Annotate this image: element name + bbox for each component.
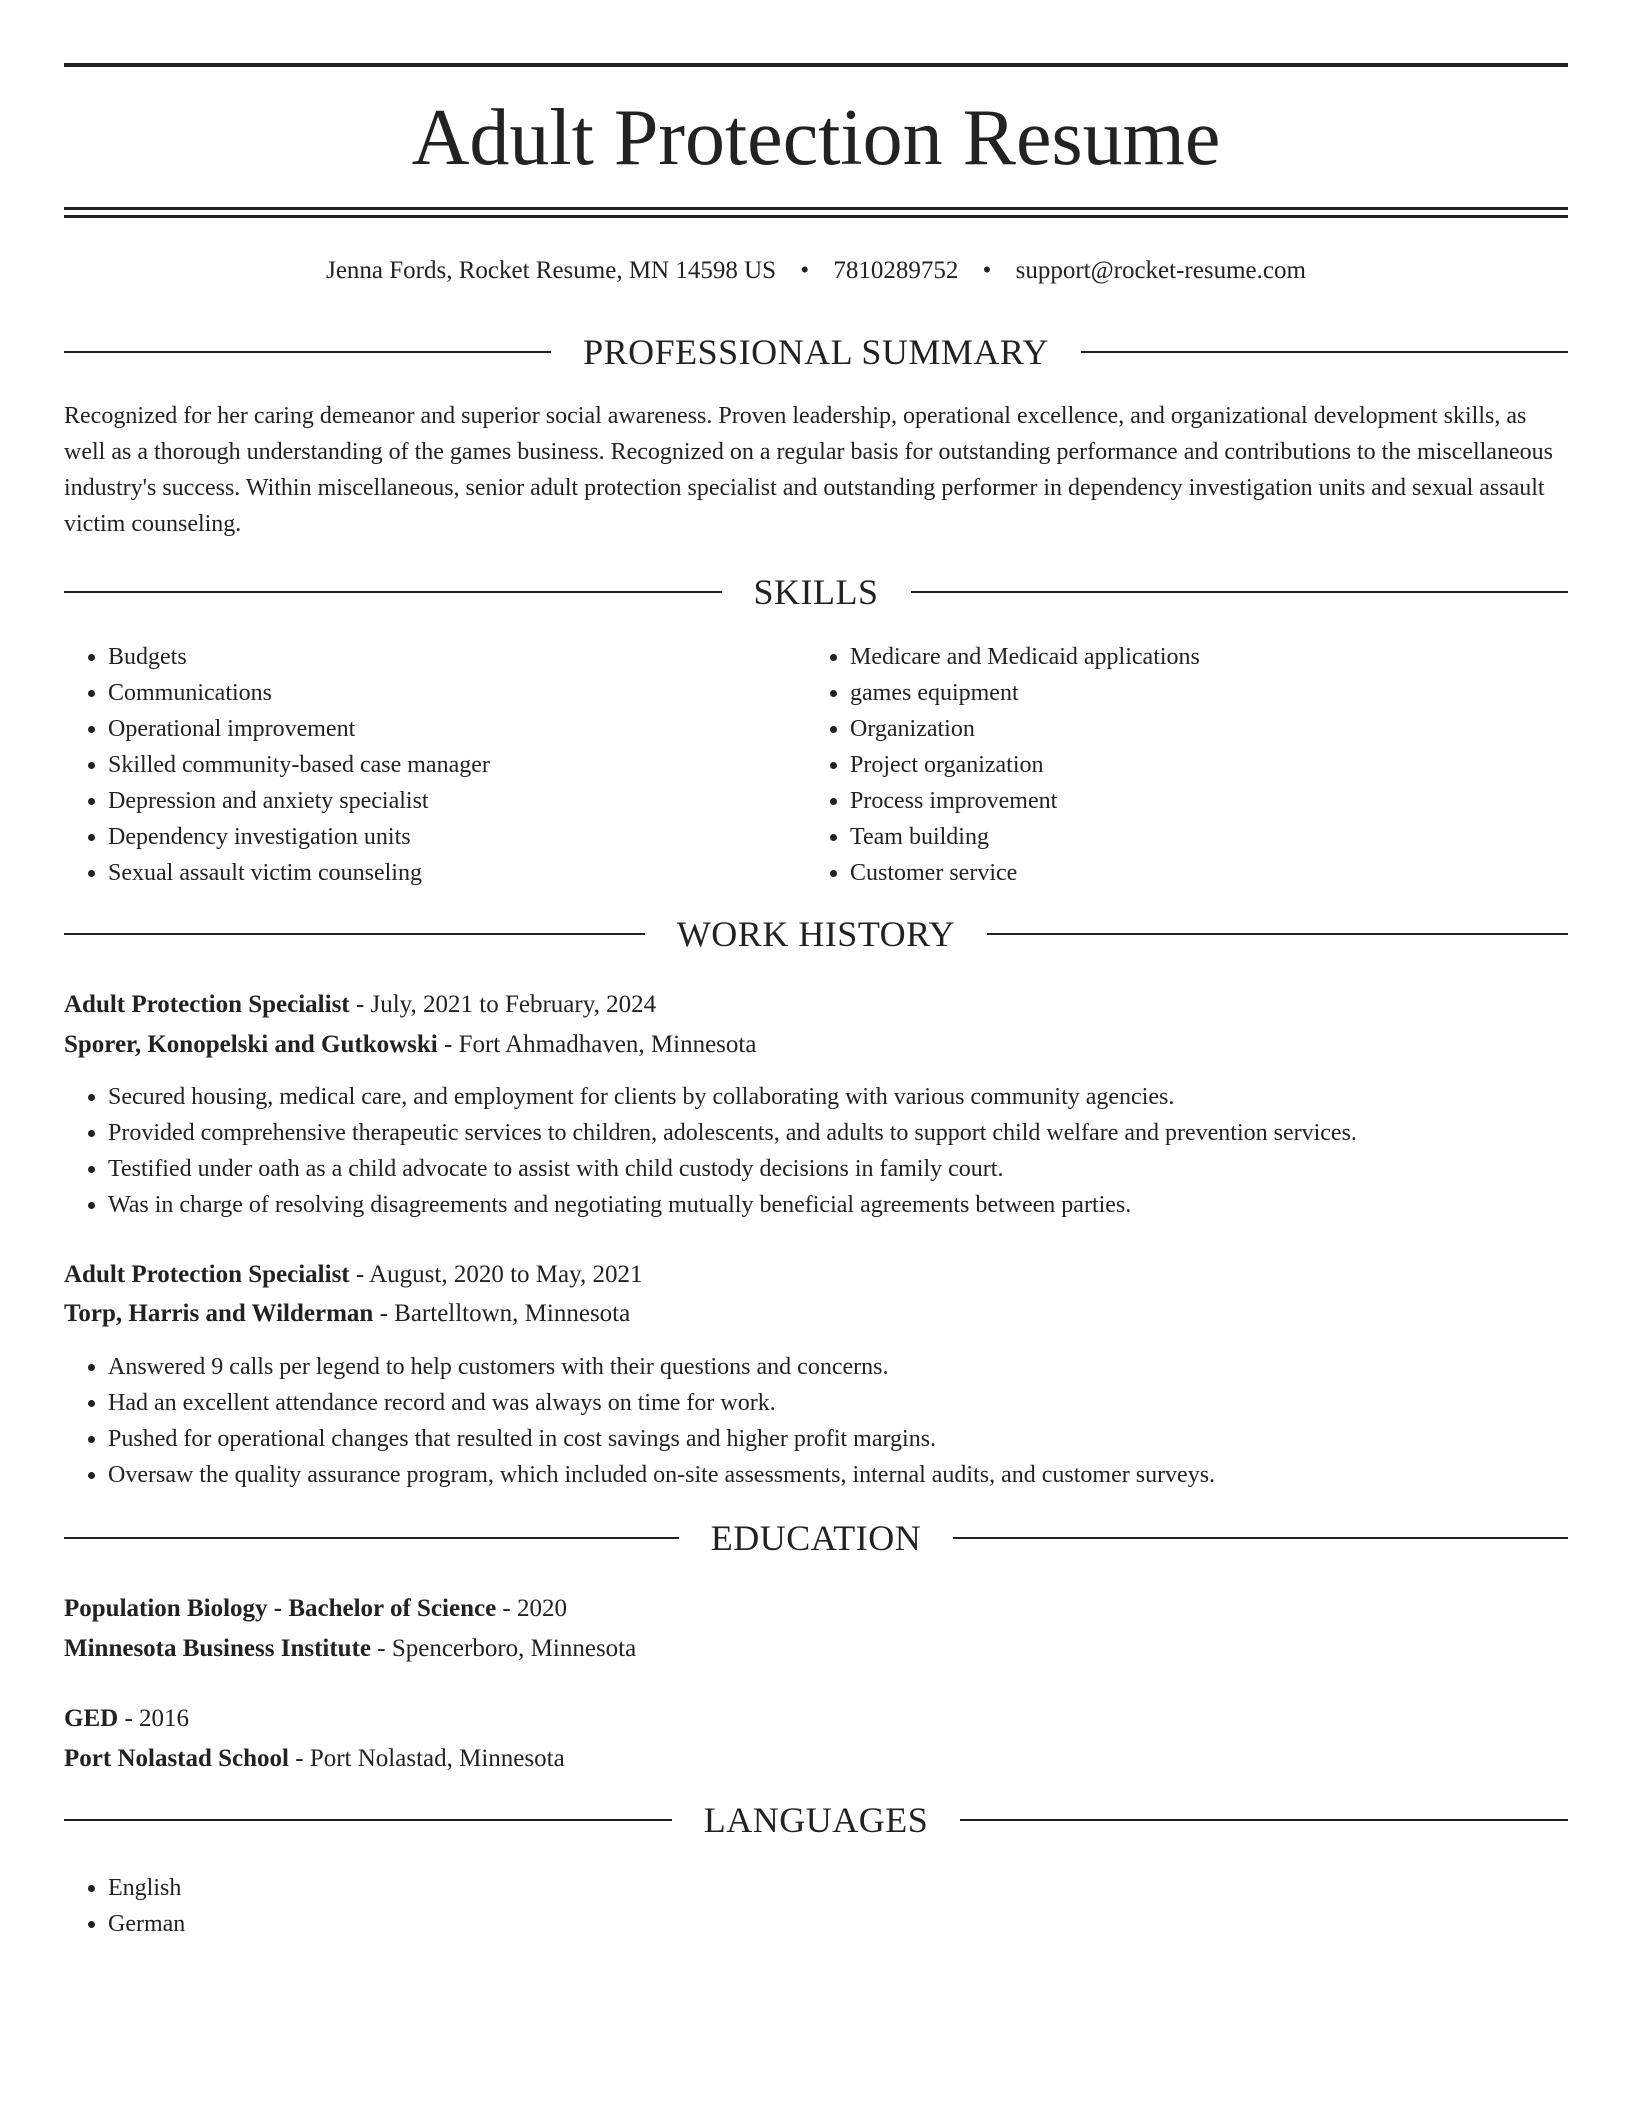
skill-item: • Process improvement	[850, 783, 1566, 819]
contact-address: Jenna Fords, Rocket Resume, MN 14598 US	[326, 257, 777, 284]
summary-section-header	[64, 329, 1568, 375]
education-degree: Population Biology - Bachelor of Science	[64, 1595, 497, 1622]
job-company-line	[64, 1296, 1568, 1332]
contact-email: support@rocket-resume.com	[1015, 257, 1306, 284]
education-degree-line	[64, 1701, 1568, 1737]
top-rule	[64, 63, 1568, 67]
skill-item: • Medicare and Medicaid applications	[850, 639, 1566, 675]
job-duty: • Was in charge of resolving disagreements and negotiating mutually beneficial agreements between parties.	[108, 1187, 1568, 1223]
title-rule-lower	[64, 215, 1568, 218]
education-school: Port Nolastad School	[64, 1745, 289, 1772]
title-rule-upper	[64, 207, 1568, 210]
skill-item: • Communications	[108, 675, 804, 711]
divider-line	[1081, 351, 1568, 353]
skill-item: • Project organization	[850, 747, 1566, 783]
skills-heading: SKILLS	[753, 572, 879, 612]
education-year: - 2016	[118, 1705, 190, 1732]
skill-item: • Depression and anxiety specialist	[108, 783, 804, 819]
work-heading: WORK HISTORY	[676, 914, 956, 954]
contact-line	[64, 253, 1568, 289]
contact-separator: •	[800, 257, 810, 284]
languages-list	[64, 1870, 1568, 1942]
job-location: - Bartelltown, Minnesota	[373, 1300, 631, 1327]
skill-item: • Organization	[850, 711, 1566, 747]
divider-line	[987, 933, 1568, 935]
job-title: Adult Protection Specialist	[64, 1261, 350, 1288]
divider-line	[64, 591, 722, 593]
skill-item: • Sexual assault victim counseling	[108, 855, 804, 891]
languages-heading: LANGUAGES	[703, 1800, 929, 1840]
job-duty: • Pushed for operational changes that resulted in cost savings and higher profit margins.	[108, 1421, 1568, 1457]
skill-item: • Operational improvement	[108, 711, 804, 747]
job-duty: • Answered 9 calls per legend to help customers with their questions and concerns.	[108, 1349, 1568, 1385]
job-duty: • Oversaw the quality assurance program, which included on-site assessments, internal audits, and customer surveys.	[108, 1457, 1568, 1493]
summary-text: Recognized for her caring demeanor and superior social awareness. Proven leadership, operational excellence, and organizational development skills, as well as a thorough understanding of the games business. Recognized on a regular basis for outstanding performance and contributions to the miscellaneous industry's success. Within miscellaneous, senior adult protection specialist and outstanding performer in dependency investigation units and sexual assault victim counseling.	[64, 403, 1553, 537]
contact-phone: 7810289752	[833, 257, 959, 284]
skill-item: • Skilled community-based case manager	[108, 747, 804, 783]
job-dates: - August, 2020 to May, 2021	[349, 1261, 643, 1288]
summary-heading: PROFESSIONAL SUMMARY	[583, 332, 1049, 372]
divider-line	[953, 1537, 1568, 1539]
education-section-header	[64, 1515, 1568, 1561]
education-location: - Port Nolastad, Minnesota	[289, 1745, 565, 1772]
education-degree-line	[64, 1591, 1568, 1627]
skill-item: • Budgets	[108, 639, 804, 675]
job-duties	[64, 1079, 1568, 1223]
job-duty: • Provided comprehensive therapeutic services to children, adolescents, and adults to support child welfare and prevention services.	[108, 1115, 1568, 1151]
divider-line	[64, 1819, 672, 1821]
education-school: Minnesota Business Institute	[64, 1635, 371, 1662]
skill-item: • games equipment	[850, 675, 1566, 711]
education-school-line	[64, 1741, 1568, 1777]
language-item: • English	[108, 1870, 1568, 1906]
education-year: - 2020	[496, 1595, 567, 1622]
job-company: Sporer, Konopelski and Gutkowski	[64, 1031, 438, 1058]
job-title: Adult Protection Specialist	[64, 991, 350, 1018]
contact-separator: •	[982, 257, 992, 284]
job-dates: - July, 2021 to February, 2024	[349, 991, 657, 1018]
work-section-header	[64, 911, 1568, 957]
job-title-line	[64, 987, 1568, 1023]
divider-line	[64, 351, 551, 353]
job-duty: • Secured housing, medical care, and employment for clients by collaborating with various community agencies.	[108, 1079, 1568, 1115]
job-duty: • Testified under oath as a child advocate to assist with child custody decisions in family court.	[108, 1151, 1568, 1187]
job-duty: • Had an excellent attendance record and was always on time for work.	[108, 1385, 1568, 1421]
education-location: - Spencerboro, Minnesota	[371, 1635, 637, 1662]
skills-column-left	[64, 639, 804, 891]
education-school-line	[64, 1631, 1568, 1667]
divider-line	[64, 933, 645, 935]
languages-section-header	[64, 1797, 1568, 1843]
education-heading: EDUCATION	[710, 1518, 922, 1558]
skills-column-right	[806, 639, 1566, 891]
job-company: Torp, Harris and Wilderman	[64, 1300, 374, 1327]
job-location: - Fort Ahmadhaven, Minnesota	[437, 1031, 757, 1058]
skill-item: • Customer service	[850, 855, 1566, 891]
job-title-line	[64, 1257, 1568, 1293]
skill-item: • Dependency investigation units	[108, 819, 804, 855]
job-company-line	[64, 1027, 1568, 1063]
education-degree: GED	[64, 1705, 119, 1732]
skills-section-header	[64, 569, 1568, 615]
job-duties	[64, 1349, 1568, 1493]
divider-line	[64, 1537, 679, 1539]
page-title: Adult Protection Resume	[411, 94, 1221, 182]
divider-line	[911, 591, 1569, 593]
language-item: • German	[108, 1906, 1568, 1942]
divider-line	[960, 1819, 1568, 1821]
skill-item: • Team building	[850, 819, 1566, 855]
